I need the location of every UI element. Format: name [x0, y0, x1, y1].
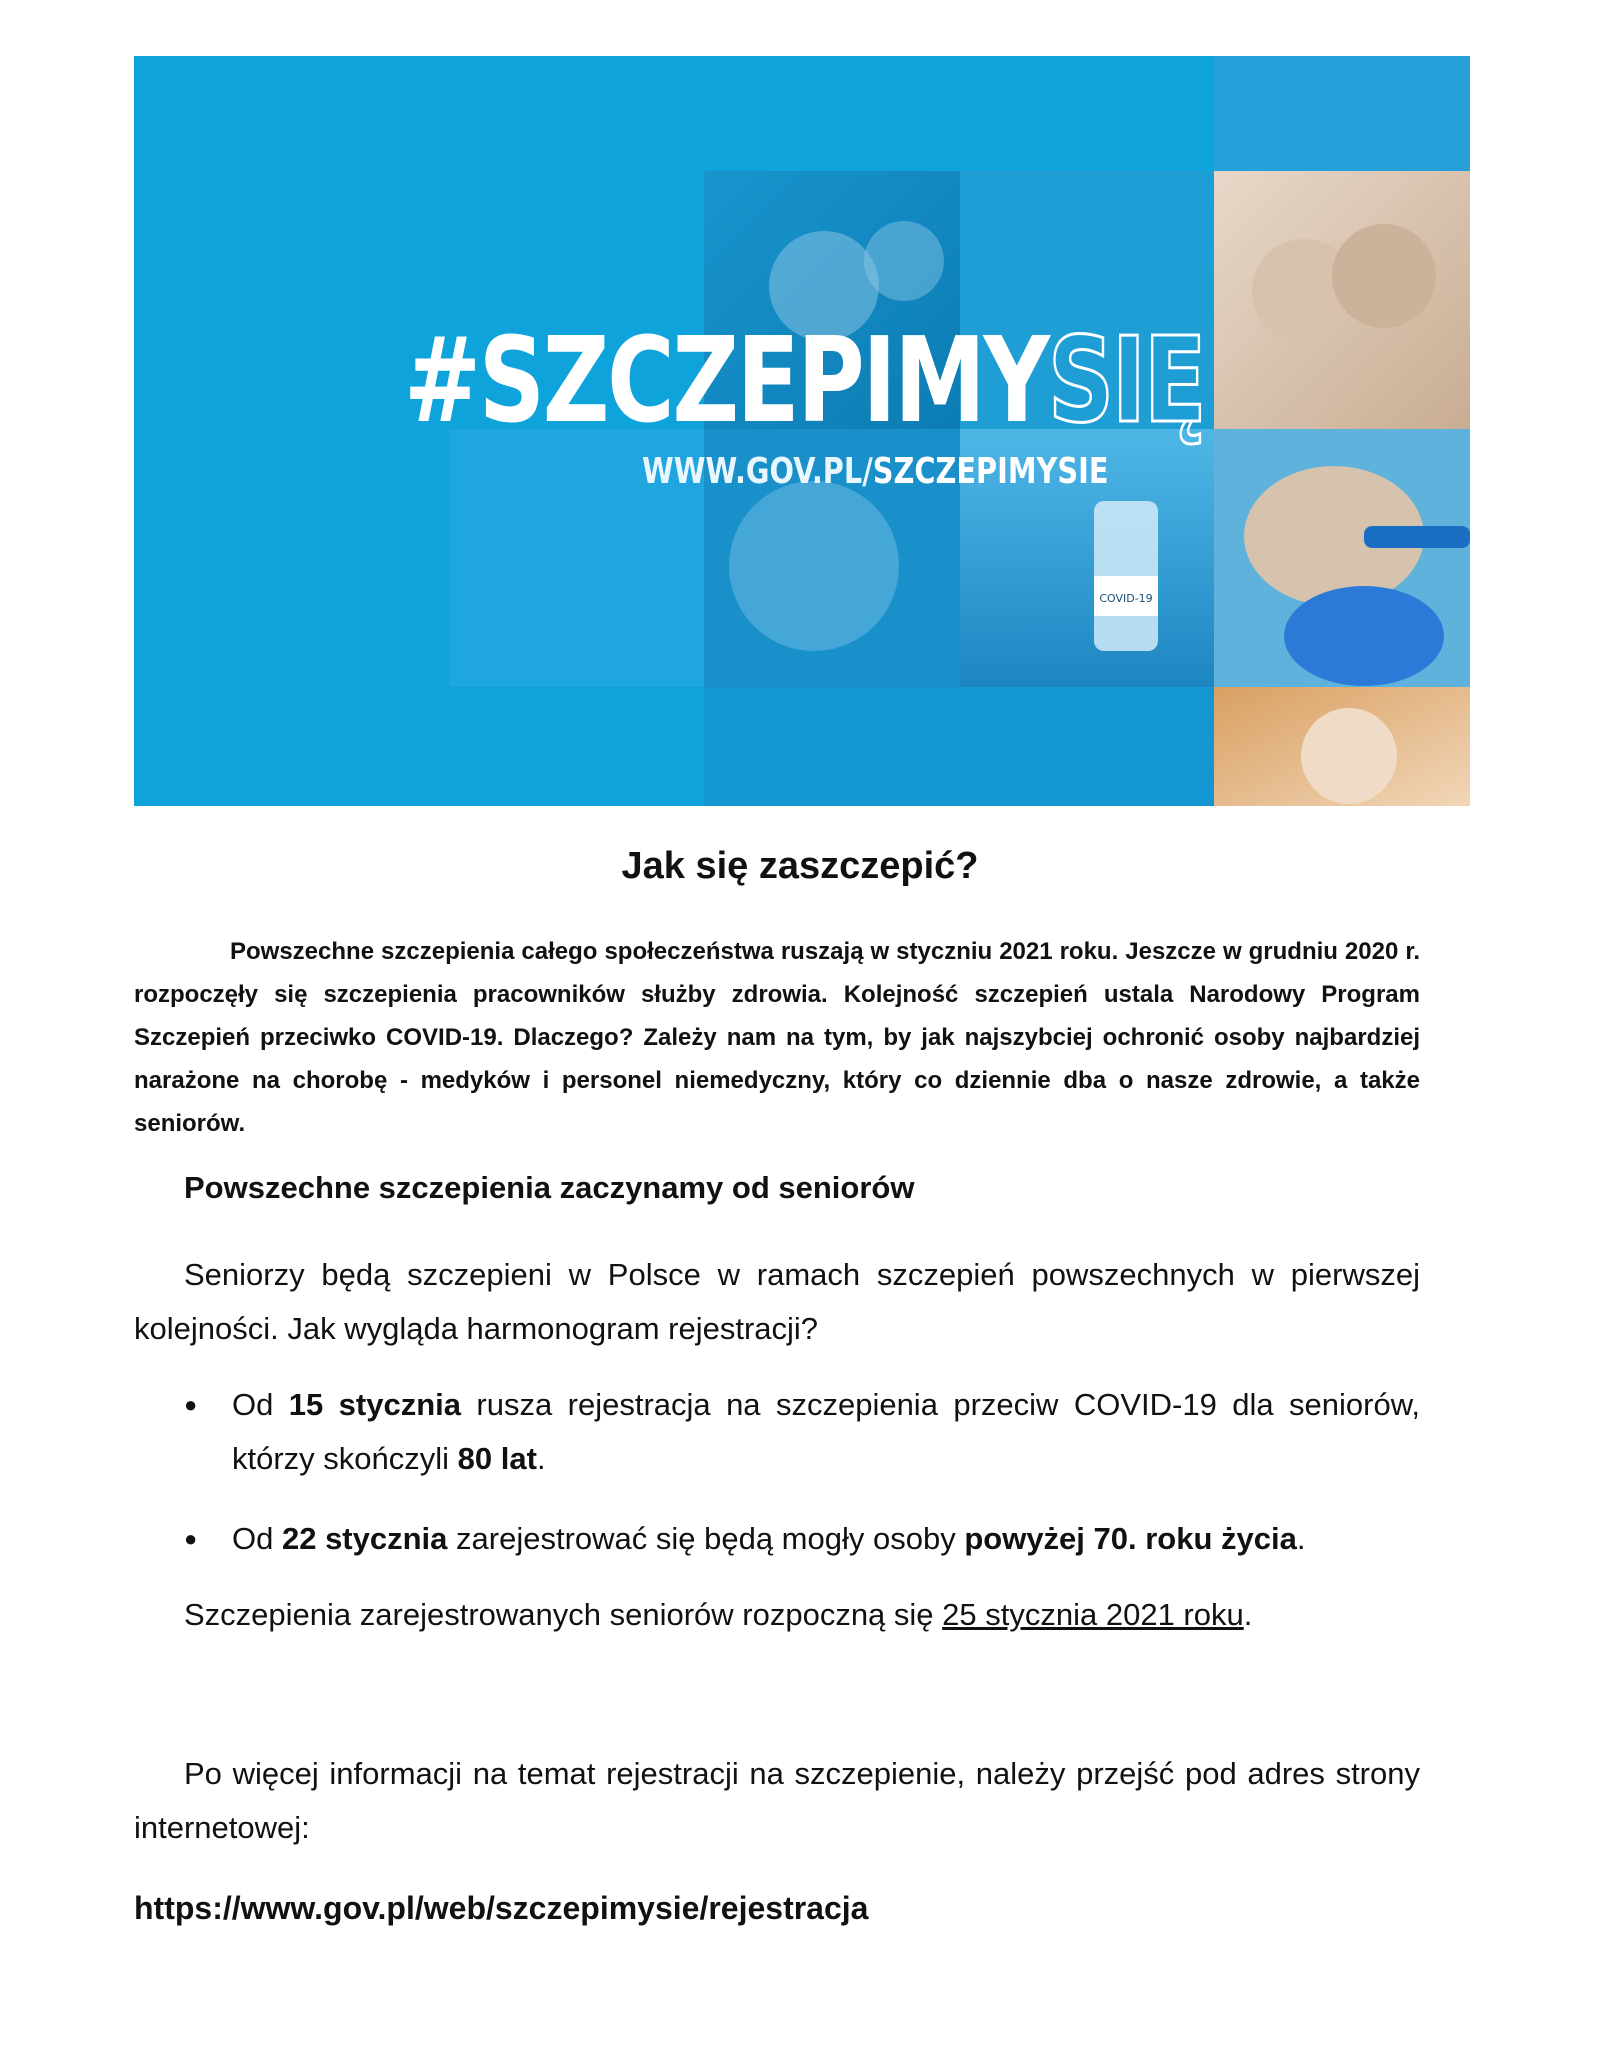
hashtag-main-text: #SZCZEPIMY	[404, 311, 1048, 449]
date-highlight: 15 stycznia	[288, 1387, 462, 1422]
vaccination-start-paragraph: Szczepienia zarejestrowanych seniorów rozpoczną się 25 stycznia 2021 roku.	[184, 1597, 1253, 1632]
campaign-hashtag	[404, 311, 1205, 449]
campaign-banner	[134, 56, 1470, 806]
date-highlight: 22 stycznia	[281, 1521, 448, 1556]
vial-label: COVID-19	[1099, 592, 1153, 605]
seniors-paragraph: Seniorzy będą szczepieni w Polsce w ramach szczepień powszechnych w pierwszej kolejności. Jak wygląda harmonogram rejestracji?	[134, 1257, 1420, 1346]
start-date: 25 stycznia 2021 roku	[942, 1597, 1244, 1632]
intro-paragraph: Powszechne szczepienia całego społeczeństwa ruszają w styczniu 2021 roku. Jeszcze w grudniu 2020 r. rozpoczęły się szczepienia pracowników służby zdrowia. Kolejność szczepień ustala Narodowy Program Szczepień przeciwko COVID-19. Dlaczego? Zależy nam na tym, by jak najszybciej ochronić osoby najbardziej narażone na chorobę - medyków i personel niemedyczny, który co dziennie dba o nasze zdrowie, a także seniorów.	[134, 938, 1420, 1137]
more-info-paragraph: Po więcej informacji na temat rejestracji na szczepienie, należy przejść pod adres strony internetowej:	[134, 1756, 1420, 1845]
bullet-icon: ●	[184, 1392, 198, 1417]
section-heading: Powszechne szczepienia zaczynamy od seniorów	[184, 1170, 915, 1205]
bullet-icon: ●	[184, 1526, 198, 1551]
list-item: ● Od 22 stycznia zarejestrować się będą mogły osoby powyżej 70. roku życia.	[184, 1512, 1420, 1566]
hashtag-outline-text: SIĘ	[1047, 311, 1205, 449]
registration-schedule-list	[184, 1378, 1420, 1592]
campaign-website	[642, 451, 1109, 492]
site-suffix: SZCZEPIMYSIE	[872, 451, 1109, 492]
list-item: ● Od 15 stycznia rusza rejestracja na szczepienia przeciw COVID-19 dla seniorów, którzy skończyli 80 lat.	[184, 1378, 1420, 1486]
registration-url[interactable]: https://www.gov.pl/web/szczepimysie/rejestracja	[134, 1890, 869, 1926]
page-title: Jak się zaszczepić?	[621, 845, 979, 887]
site-prefix: WWW.GOV.PL/	[642, 451, 873, 492]
age-highlight: 80 lat	[457, 1441, 537, 1476]
age-highlight: powyżej 70. roku życia	[964, 1521, 1297, 1556]
hands-photo-tile	[1214, 56, 1470, 171]
